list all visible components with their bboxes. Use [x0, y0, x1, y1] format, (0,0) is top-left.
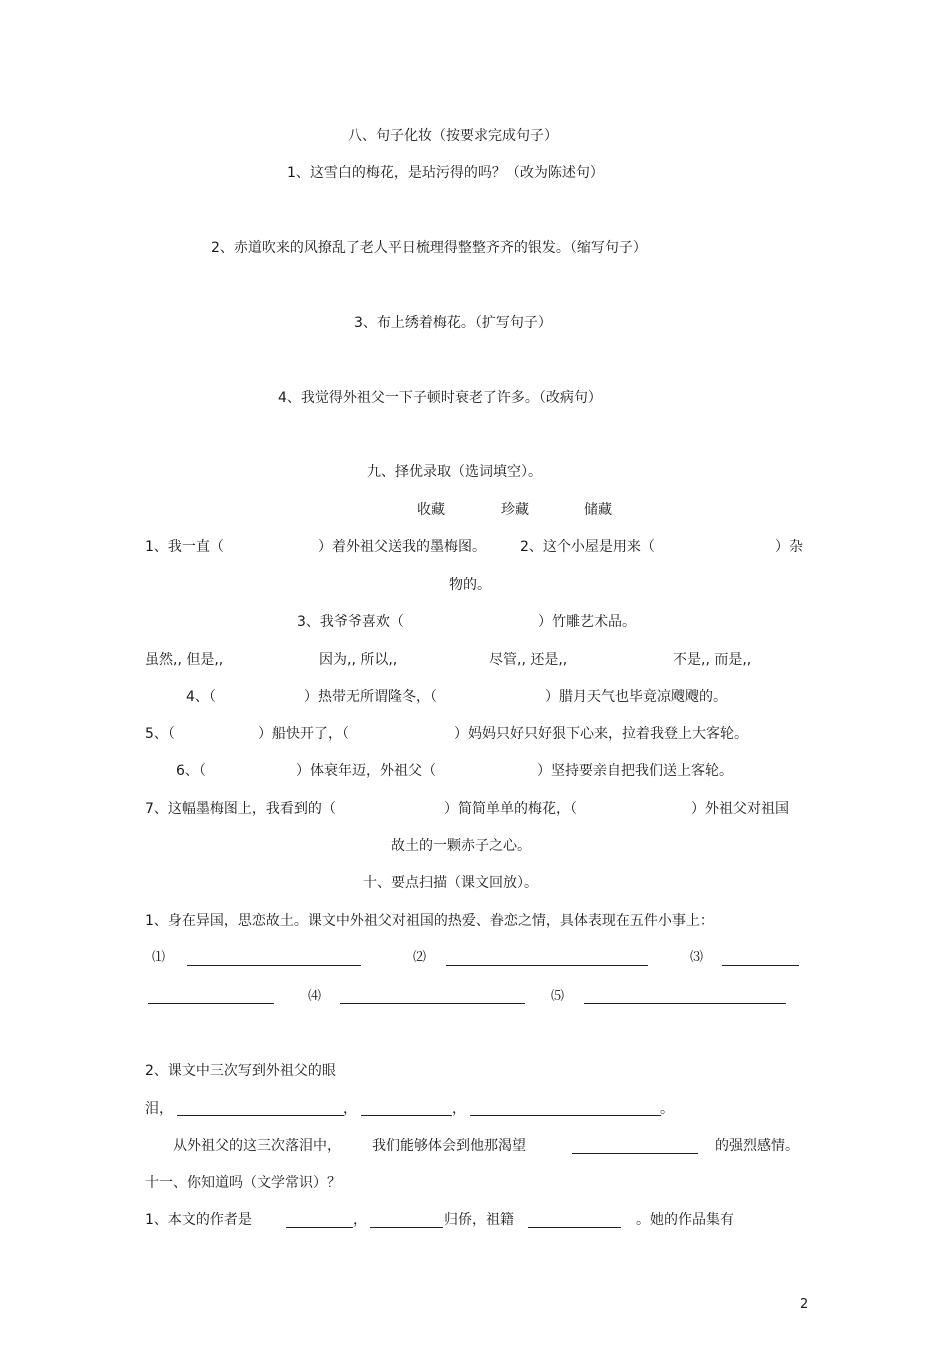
item-label: ⑸ — [551, 989, 565, 1004]
sec9-q7-continued: 故土的一颗赤子之心。 — [391, 838, 531, 854]
sec8-question-3: 3、布上绣着梅花。（扩写句子） — [354, 315, 552, 331]
sec9-q1-start: 1、我一直（ — [145, 539, 224, 555]
conjunction-pair: 因为,, 所以,, — [319, 652, 398, 668]
sec9-q2-continued: 物的。 — [449, 577, 491, 593]
sec9-q7-start: 7、这幅墨梅图上，我看到的（ — [145, 801, 336, 817]
sec10-question-1: 1、身在异国，思恋故土。课文中外祖父对祖国的热爱、眷恋之情，具体表现在五件小事上： — [145, 913, 714, 929]
word-option: 储藏 — [584, 502, 612, 518]
answer-blank[interactable] — [722, 965, 799, 966]
sec10-q2-part: 的强烈感情。 — [715, 1138, 799, 1154]
sec9-q6-end: ）坚持要亲自把我们送上客轮。 — [537, 763, 733, 779]
sec8-question-1: 1、这雪白的梅花，是玷污得的吗？（改为陈述句） — [287, 165, 604, 181]
sec9-q5-mid: ）船快开了，（ — [258, 726, 349, 742]
section-9-title: 九、择优录取（选词填空）。 — [367, 464, 542, 480]
sec11-q1-start: 1、本文的作者是 — [145, 1212, 252, 1228]
sec9-q7-end: ）外祖父对祖国 — [691, 801, 789, 817]
sec10-q2-part: 从外祖父的这三次落泪中， — [173, 1138, 341, 1154]
sec9-q5-start: 5、（ — [145, 726, 175, 742]
sec11-q1-mid: 归侨，祖籍 — [444, 1212, 514, 1228]
comma: ， — [452, 1101, 466, 1117]
answer-blank[interactable] — [528, 1227, 621, 1228]
answer-blank[interactable] — [446, 965, 648, 966]
answer-blank[interactable] — [177, 1115, 344, 1116]
sec9-q7-mid: ）简简单单的梅花，（ — [444, 801, 577, 817]
sec9-q3-start: 3、我爷爷喜欢（ — [297, 614, 404, 630]
sec9-q4-start: 4、（ — [186, 689, 216, 705]
sec8-question-4: 4、我觉得外祖父一下子顿时衰老了许多。（改病句） — [278, 390, 602, 406]
comma: ， — [343, 1101, 357, 1117]
answer-blank[interactable] — [470, 1115, 661, 1116]
word-option: 珍藏 — [501, 502, 529, 518]
answer-blank[interactable] — [361, 1115, 452, 1116]
section-8-title: 八、句子化妆（按要求完成句子） — [348, 128, 558, 144]
section-10-title: 十、要点扫描（课文回放）。 — [363, 875, 538, 891]
answer-blank[interactable] — [572, 1153, 698, 1154]
sec10-question-2: 2、课文中三次写到外祖父的眼 — [145, 1063, 336, 1079]
answer-blank[interactable] — [286, 1227, 353, 1228]
section-11-title: 十一、你知道吗（文学常识）？ — [145, 1175, 341, 1191]
sec9-q5-end: ）妈妈只好只好狠下心来，拉着我登上大客轮。 — [454, 726, 748, 742]
answer-blank[interactable] — [187, 965, 361, 966]
sec11-q1-end: 。她的作品集有 — [636, 1212, 734, 1228]
sec8-question-2: 2、赤道吹来的风撩乱了老人平日梳理得整整齐齐的银发。（缩写句子） — [211, 240, 647, 256]
answer-blank[interactable] — [584, 1003, 786, 1004]
period: 。 — [660, 1101, 674, 1117]
sec9-q4-end: ）腊月天气也毕竟凉飕飕的。 — [545, 689, 727, 705]
sec9-q1-end: ）着外祖父送我的墨梅图。 — [318, 539, 486, 555]
sec10-q2-continued: 泪， — [145, 1101, 173, 1117]
page-number: 2 — [800, 1297, 809, 1312]
conjunction-pair: 不是,, 而是,, — [673, 652, 752, 668]
comma: ， — [353, 1212, 367, 1228]
item-label: ⑷ — [308, 989, 322, 1004]
conjunction-pair: 尽管,, 还是,, — [489, 652, 568, 668]
answer-blank[interactable] — [370, 1227, 443, 1228]
answer-blank[interactable] — [148, 1003, 274, 1004]
sec9-q3-end: ）竹雕艺术品。 — [538, 614, 636, 630]
sec9-q6-mid: ）体衰年迈，外祖父（ — [296, 763, 436, 779]
conjunction-pair: 虽然,, 但是,, — [145, 652, 224, 668]
sec9-q6-start: 6、（ — [176, 763, 206, 779]
sec9-q2-end: ）杂 — [775, 539, 803, 555]
item-label: ⑴ — [152, 950, 166, 965]
item-label: ⑶ — [690, 950, 704, 965]
sec9-q4-mid: ）热带无所谓隆冬，（ — [304, 689, 437, 705]
sec10-q2-part: 我们能够体会到他那渴望 — [372, 1138, 526, 1154]
sec9-q2-start: 2、这个小屋是用来（ — [520, 539, 655, 555]
item-label: ⑵ — [413, 950, 427, 965]
answer-blank[interactable] — [340, 1003, 525, 1004]
word-option: 收藏 — [417, 502, 445, 518]
